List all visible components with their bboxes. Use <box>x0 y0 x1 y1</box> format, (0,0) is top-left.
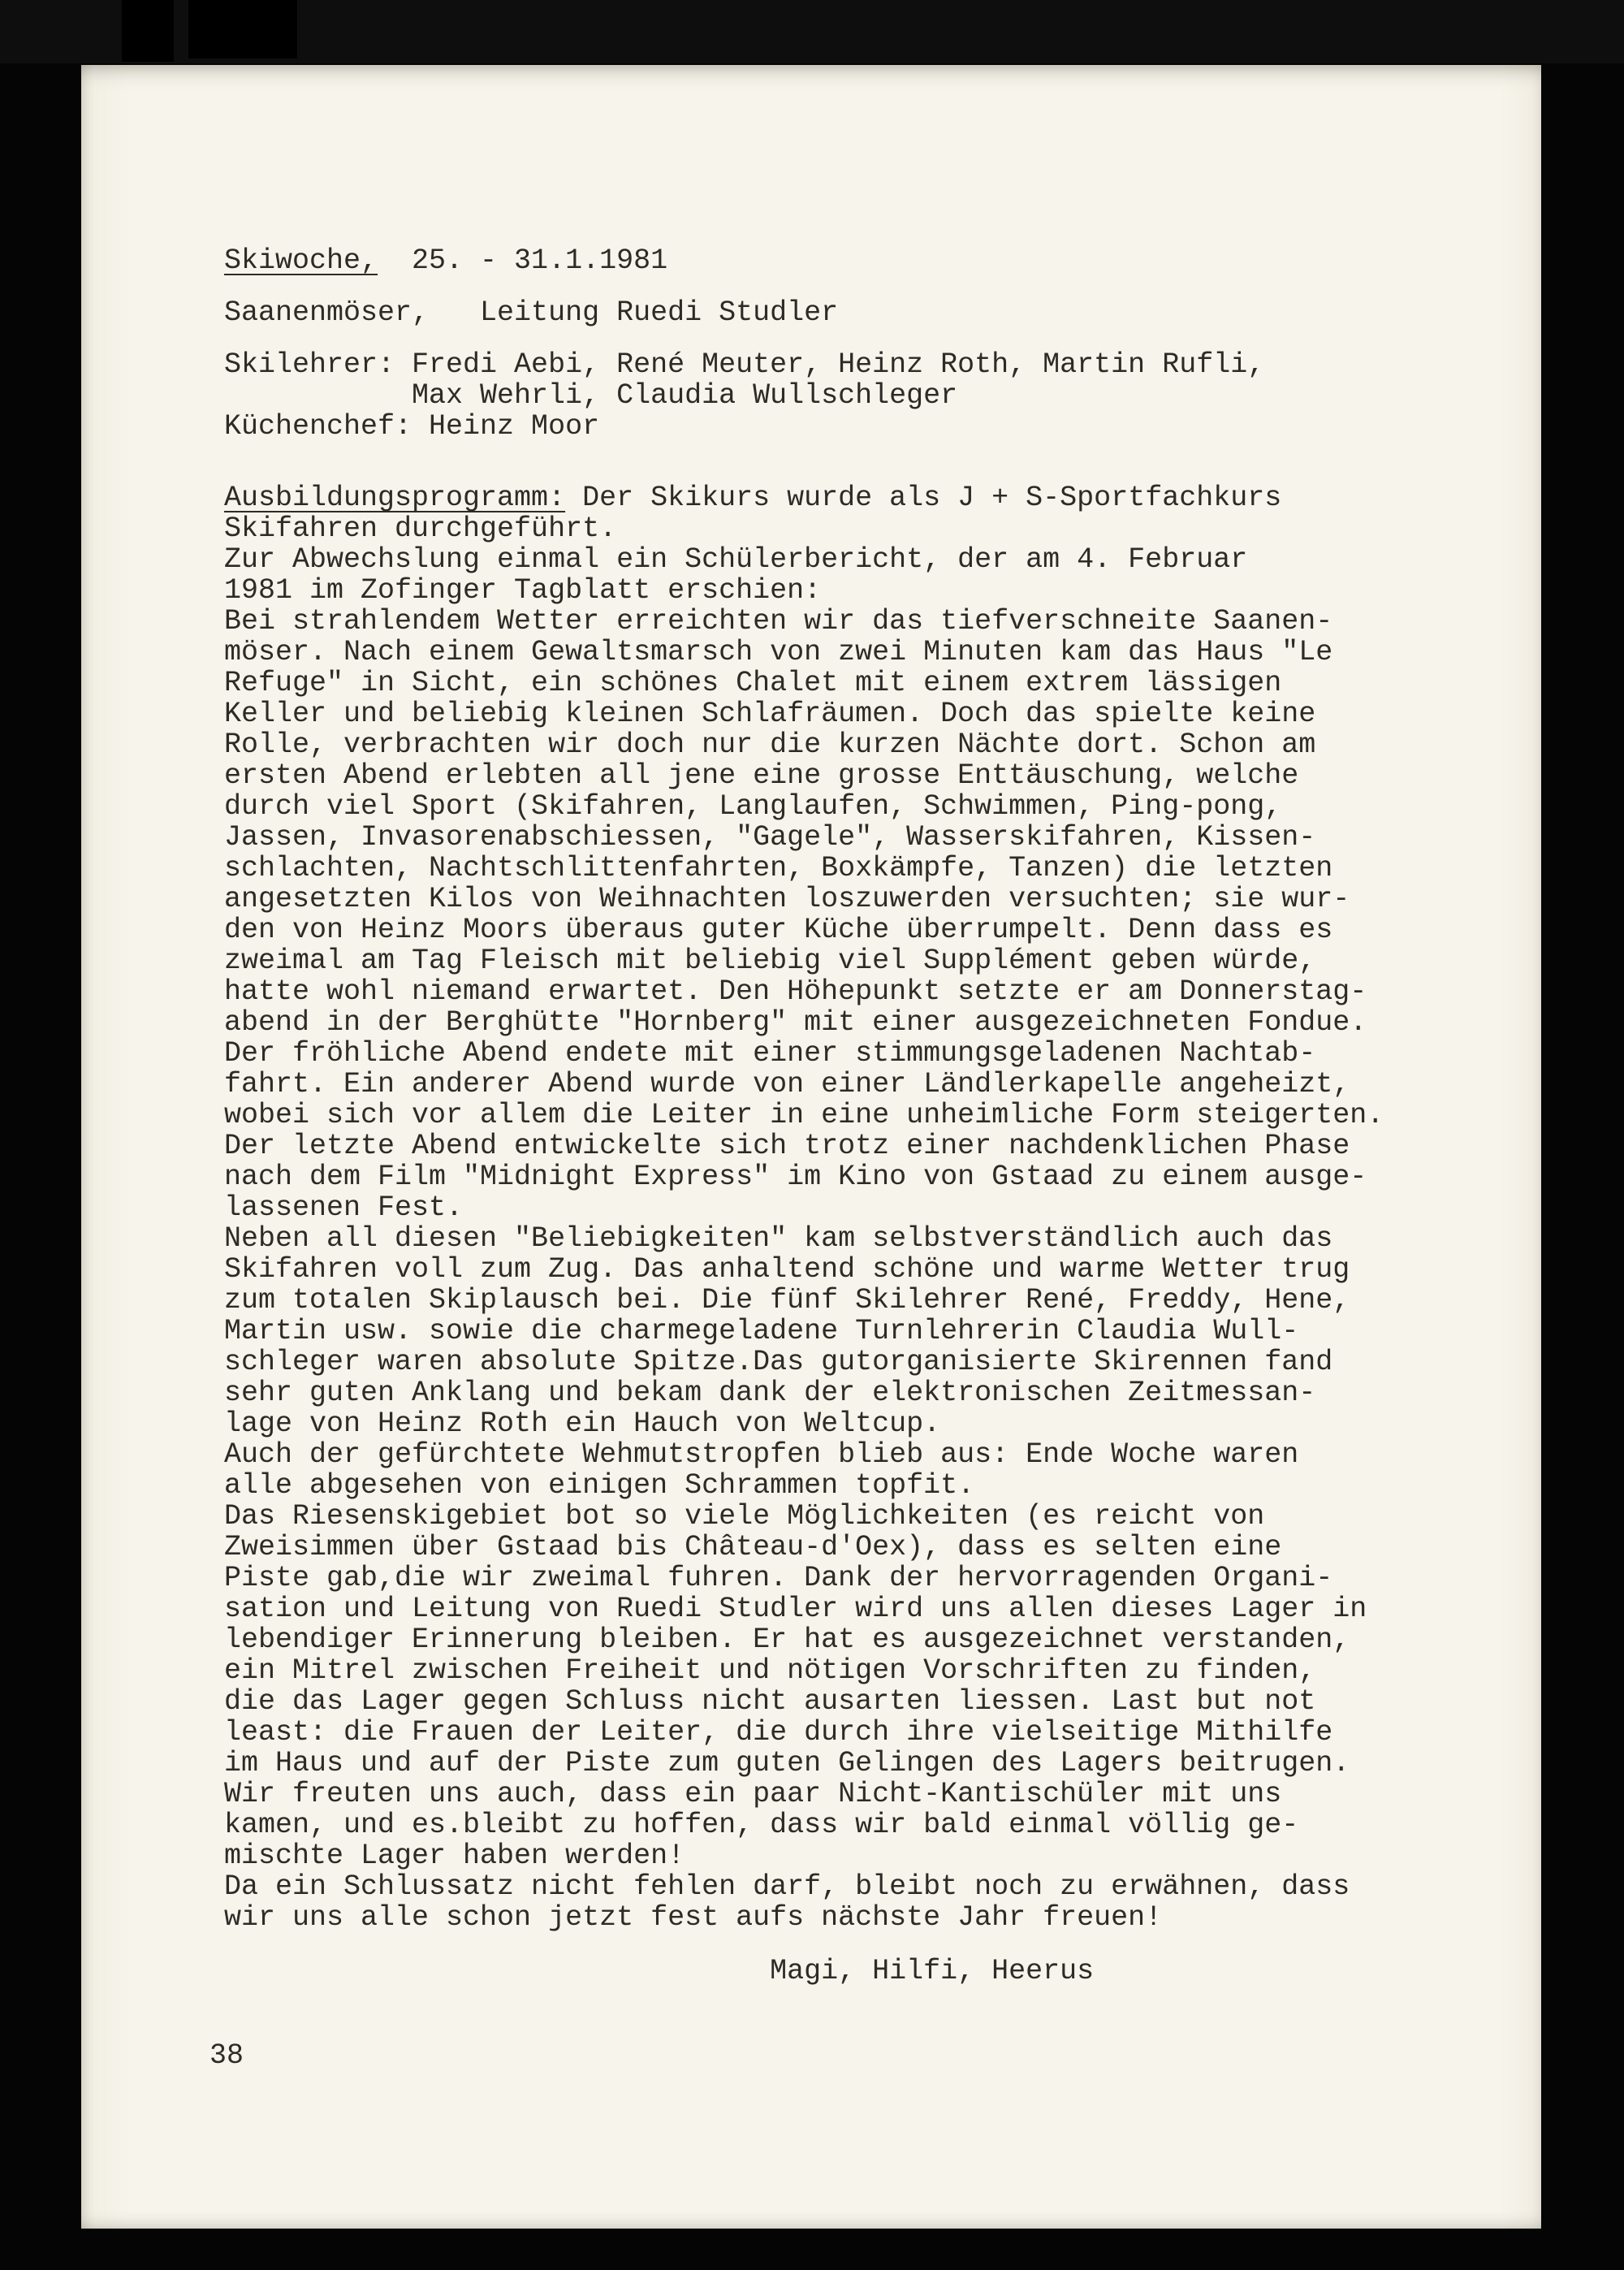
body-text-line: ersten Abend erlebten all jene eine grosse Enttäuschung, welche <box>224 759 1299 792</box>
document-title: Skiwoche, <box>224 244 378 277</box>
body-text-line: nach dem Film "Midnight Express" im Kino von Gstaad zu einem ausge- <box>224 1161 1367 1193</box>
location-line: Saanenmöser, Leitung Ruedi Studler <box>224 296 839 329</box>
signature-line: Magi, Hilfi, Heerus <box>770 1955 1095 1987</box>
program-lead-line <box>224 482 1444 513</box>
body-text-line: Wir freuten uns auch, dass ein paar Nicht-Kantischüler mit uns <box>224 1778 1282 1810</box>
title-line <box>224 245 1444 276</box>
binder-notch <box>122 0 174 62</box>
body-text-line: Jassen, Invasorenabschiessen, "Gagele", Wasserskifahren, Kissen- <box>224 821 1316 854</box>
body-text-line: Skifahren voll zum Zug. Das anhaltend schöne und warme Wetter trug <box>224 1253 1350 1286</box>
body-lines <box>224 513 1444 1933</box>
body-text-line: angesetzten Kilos von Weihnachten loszuwerden versuchten; sie wur- <box>224 883 1350 915</box>
program-lead-rest: Der Skikurs wurde als J + S-Sportfachkurs <box>565 482 1282 514</box>
body-text-line: den von Heinz Moors überaus guter Küche überrumpelt. Denn dass es <box>224 914 1333 946</box>
body-text-line: Skifahren durchgeführt. <box>224 512 617 545</box>
body-text-line: sehr guten Anklang und bekam dank der elektronischen Zeitmessan- <box>224 1377 1316 1409</box>
body-text-line: lassenen Fest. <box>224 1191 464 1224</box>
body-text-line: fahrt. Ein anderer Abend wurde von einer Ländlerkapelle angeheizt, <box>224 1068 1350 1100</box>
body-text-line: die das Lager gegen Schluss nicht ausarten liessen. Last but not <box>224 1685 1316 1718</box>
body-text-line: zweimal am Tag Fleisch mit beliebig viel Supplément geben würde, <box>224 945 1316 977</box>
body-text-line: lage von Heinz Roth ein Hauch von Weltcup. <box>224 1407 941 1440</box>
body-text-line: möser. Nach einem Gewaltsmarsch von zwei Minuten kam das Haus "Le <box>224 636 1333 668</box>
body-text-line: durch viel Sport (Skifahren, Langlaufen, Schwimmen, Ping-pong, <box>224 790 1282 823</box>
body-text-line: Auch der gefürchtete Wehmutstropfen blieb aus: Ende Woche waren <box>224 1438 1299 1471</box>
body-text-line: kamen, und es.bleibt zu hoffen, dass wir bald einmal völlig ge- <box>224 1809 1299 1841</box>
body-text-line: Der letzte Abend entwickelte sich trotz einer nachdenklichen Phase <box>224 1130 1350 1162</box>
body-text-line: zum totalen Skiplausch bei. Die fünf Skilehrer René, Freddy, Hene, <box>224 1284 1350 1317</box>
body-text-line: Zweisimmen über Gstaad bis Château-d'Oex), dass es selten eine <box>224 1531 1282 1563</box>
body-text-line: lebendiger Erinnerung bleiben. Er hat es ausgezeichnet verstanden, <box>224 1624 1350 1656</box>
chef-line: Küchenchef: Heinz Moor <box>224 410 600 443</box>
body-text-line: wir uns alle schon jetzt fest aufs nächste Jahr freuen! <box>224 1901 1163 1934</box>
program-label: Ausbildungsprogramm: <box>224 482 566 514</box>
document-header <box>224 245 1444 442</box>
body-text-line: mischte Lager haben werden! <box>224 1840 685 1872</box>
body-text-line: Refuge" in Sicht, ein schönes Chalet mit einem extrem lässigen <box>224 667 1282 699</box>
document-page <box>81 65 1541 2229</box>
body-text-line: Das Riesenskigebiet bot so viele Möglichkeiten (es reicht von <box>224 1500 1265 1533</box>
body-text-line: alle abgesehen von einigen Schrammen topfit. <box>224 1469 975 1502</box>
body-text-line: im Haus und auf der Piste zum guten Gelingen des Lagers beitrugen. <box>224 1747 1350 1779</box>
title-date: 25. - 31.1.1981 <box>378 244 668 277</box>
body-text-line: hatte wohl niemand erwartet. Den Höhepunkt setzte er am Donnerstag- <box>224 975 1367 1008</box>
page-number: 38 <box>209 2039 244 2072</box>
instructors-line: Skilehrer: Fredi Aebi, René Meuter, Heinz Roth, Martin Rufli, <box>224 348 1265 381</box>
body-text-line: schlachten, Nachtschlittenfahrten, Boxkämpfe, Tanzen) die letzten <box>224 852 1333 884</box>
body-text-line: least: die Frauen der Leiter, die durch ihre vielseitige Mithilfe <box>224 1716 1333 1749</box>
body-text-line: Zur Abwechslung einmal ein Schülerbericht, der am 4. Februar <box>224 543 1248 576</box>
body-text-line: abend in der Berghütte "Hornberg" mit einer ausgezeichneten Fondue. <box>224 1006 1367 1039</box>
body-text-line: Da ein Schlussatz nicht fehlen darf, bleibt noch zu erwähnen, dass <box>224 1870 1350 1903</box>
instructors-line-continued: Max Wehrli, Claudia Wullschleger <box>412 379 958 412</box>
body-text-line: Martin usw. sowie die charmegeladene Turnlehrerin Claudia Wull- <box>224 1315 1299 1347</box>
body-text-line: wobei sich vor allem die Leiter in eine unheimliche Form steigerten. <box>224 1099 1384 1131</box>
body-text-line: Der fröhliche Abend endete mit einer stimmungsgeladenen Nachtab- <box>224 1037 1316 1070</box>
body-text-line: Neben all diesen "Beliebigkeiten" kam selbstverständlich auch das <box>224 1222 1333 1255</box>
body-text-line: Bei strahlendem Wetter erreichten wir das tiefverschneite Saanen- <box>224 605 1333 638</box>
body-text-line: Keller und beliebig kleinen Schlafräumen. Doch das spielte keine <box>224 698 1316 730</box>
body-text-line: sation und Leitung von Ruedi Studler wird uns allen dieses Lager in <box>224 1593 1367 1625</box>
body-text-line: schleger waren absolute Spitze.Das gutorganisierte Skirennen fand <box>224 1346 1333 1378</box>
body-text-line: 1981 im Zofinger Tagblatt erschien: <box>224 574 822 607</box>
report-body <box>209 482 1444 2072</box>
body-text-line: Piste gab,die wir zweimal fuhren. Dank der hervorragenden Organi- <box>224 1562 1333 1594</box>
body-text-line: ein Mitrel zwischen Freiheit und nötigen Vorschriften zu finden, <box>224 1654 1316 1687</box>
binder-notch <box>188 0 297 58</box>
body-text-line: Rolle, verbrachten wir doch nur die kurzen Nächte dort. Schon am <box>224 729 1316 761</box>
